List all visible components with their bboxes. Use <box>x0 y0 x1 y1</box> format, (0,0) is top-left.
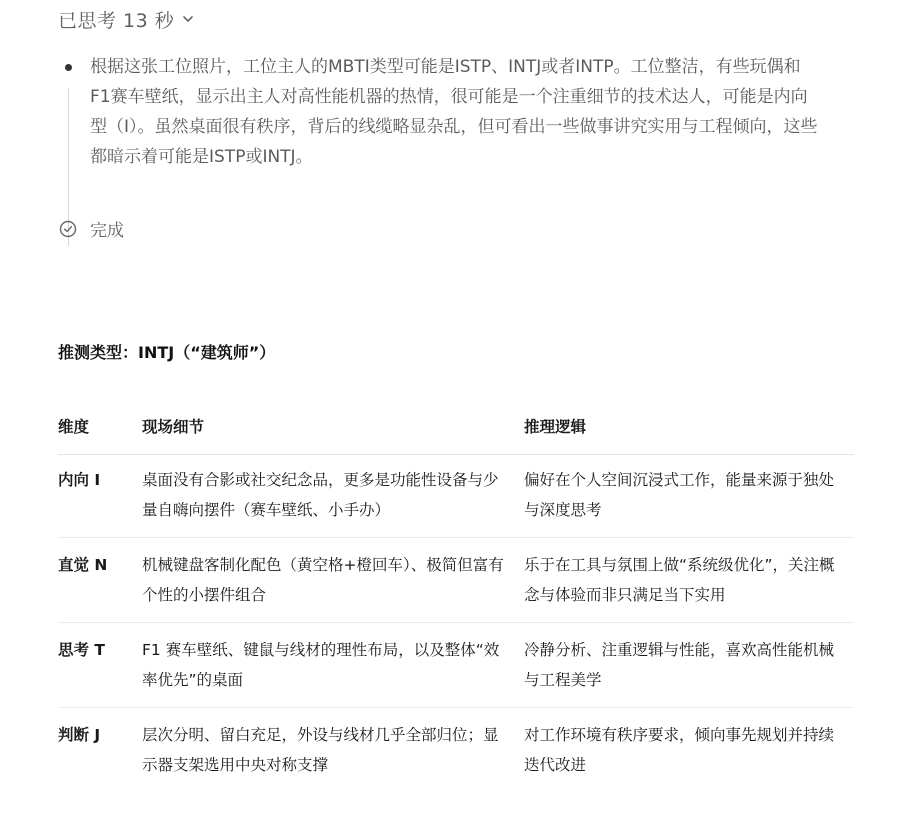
row-dimension: 直觉 N <box>58 556 108 574</box>
thinking-duration-label: 已思考 13 秒 <box>58 9 175 32</box>
thinking-toggle[interactable] <box>58 2 194 36</box>
table-row <box>58 538 854 623</box>
header-dimension: 维度 <box>58 398 142 455</box>
mbti-table <box>58 398 854 792</box>
thought-bullet <box>65 64 72 71</box>
table-header-row <box>58 398 854 455</box>
chevron-down-icon <box>182 13 194 25</box>
row-reasoning: 偏好在个人空间沉浸式工作，能量来源于独处与深度思考 <box>524 455 854 538</box>
check-circle-icon <box>58 219 78 239</box>
table-row <box>58 623 854 708</box>
row-dimension: 判断 J <box>58 726 101 744</box>
row-reasoning: 乐于在工具与氛围上做“系统级优化”，关注概念与体验而非只满足当下实用 <box>524 538 854 623</box>
row-detail: F1 赛车壁纸、键鼠与线材的理性布局，以及整体“效率优先”的桌面 <box>142 623 524 708</box>
row-detail: 桌面没有合影或社交纪念品，更多是功能性设备与少量自嗨向摆件（赛车壁纸、小手办） <box>142 455 524 538</box>
row-dimension: 思考 T <box>58 641 105 659</box>
row-reasoning: 冷静分析、注重逻辑与性能，喜欢高性能机械与工程美学 <box>524 623 854 708</box>
answer-title: 推测类型：INTJ（“建筑师”） <box>58 343 276 362</box>
header-detail: 现场细节 <box>142 398 524 455</box>
row-detail: 层次分明、留白充足，外设与线材几乎全部归位；显示器支架选用中央对称支撑 <box>142 726 499 774</box>
row-dimension: 内向 I <box>58 471 101 489</box>
thought-block <box>58 52 818 172</box>
table-row <box>58 708 854 793</box>
thinking-done-status <box>58 216 124 241</box>
row-reasoning: 对工作环境有秩序要求，倾向事先规划并持续迭代改进 <box>524 726 835 774</box>
thought-text: 根据这张工位照片，工位主人的MBTI类型可能是ISTP、INTJ或者INTP。工位整洁，有些玩偶和F1赛车壁纸，显示出主人对高性能机器的热情，很可能是一个注重细节的技术达人，可能是内向型（I）。虽然桌面很有秩序，背后的线缆略显杂乱，但可看出一些做事讲究实用与工程倾向，这些都暗示着可能是ISTP或INTJ。 <box>90 57 818 167</box>
done-label: 完成 <box>90 221 124 241</box>
row-detail: 机械键盘客制化配色（黄空格+橙回车）、极简但富有个性的小摆件组合 <box>142 538 524 623</box>
header-reasoning: 推理逻辑 <box>524 398 854 455</box>
table-row <box>58 455 854 538</box>
